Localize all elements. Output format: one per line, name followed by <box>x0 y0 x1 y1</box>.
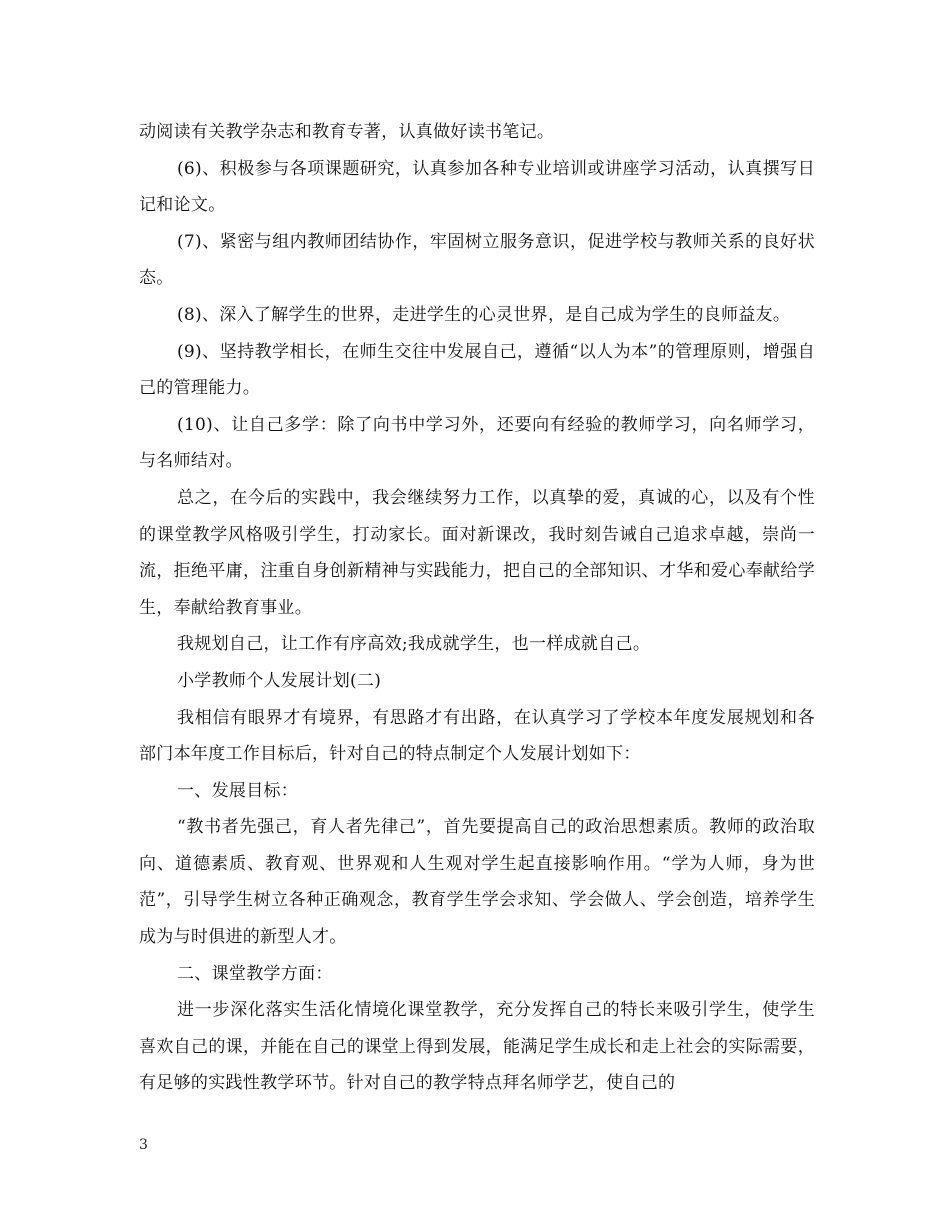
paragraph-3: (7)、紧密与组内教师团结协作，牢固树立服务意识，促进学校与教师关系的良好状态。 <box>139 231 815 289</box>
paragraph-5: (9)、坚持教学相长，在师生交往中发展自己，遵循“以人为本”的管理原则，增强自己的管理能力。 <box>139 341 815 399</box>
paragraph-7: 总之，在今后的实践中，我会继续努力工作，以真挚的爱，真诚的心，以及有个性的课堂教学风格吸引学生，打动家长。面对新课改，我时刻告诫自己追求卓越，崇尚一流，拒绝平庸，注重自身创新精神与实践能力，把自己的全部知识、才华和爱心奉献给学生，奉献给教育事业。 <box>139 487 815 618</box>
document-body <box>139 114 815 1102</box>
paragraph-14: 进一步深化落实生活化情境化课堂教学，充分发挥自己的特长来吸引学生，使学生喜欢自己的课，并能在自己的课堂上得到发展，能满足学生成长和走上社会的实际需要，有足够的实践性教学环节。针对自己的教学特点拜名师学艺，使自己的 <box>139 1000 815 1094</box>
page-number: 3 <box>139 1137 148 1153</box>
paragraph-10: 我相信有眼界才有境界，有思路才有出路，在认真学习了学校本年度发展规划和各部门本年度工作目标后，针对自己的特点制定个人发展计划如下： <box>139 707 815 765</box>
paragraph-1: 动阅读有关教学杂志和教育专著，认真做好读书笔记。 <box>139 122 555 142</box>
paragraph-6: (10)、让自己多学：除了向书中学习外，还要向有经验的教师学习，向名师学习，与名师结对。 <box>139 414 815 472</box>
section-heading-goals: 一、发展目标： <box>177 780 299 801</box>
section-heading-plan-2: 小学教师个人发展计划(二) <box>177 670 382 691</box>
section-heading-classroom-teaching: 二、课堂教学方面： <box>177 963 333 984</box>
paragraph-2: (6)、积极参与各项课题研究，认真参加各种专业培训或讲座学习活动，认真撰写日记和论文。 <box>139 158 815 216</box>
paragraph-12: “教书者先强己，育人者先律己”，首先要提高自己的政治思想素质。教师的政治取向、道德素质、教育观、世界观和人生观对学生起直接影响作用。“学为人师，身为世范”，引导学生树立各种正确观念，教育学生学会求知、学会做人、学会创造，培养学生成为与时俱进的新型人才。 <box>139 817 815 948</box>
paragraph-4: (8)、深入了解学生的世界，走进学生的心灵世界，是自己成为学生的良师益友。 <box>177 304 791 325</box>
paragraph-8: 我规划自己，让工作有序高效;我成就学生，也一样成就自己。 <box>177 634 651 655</box>
